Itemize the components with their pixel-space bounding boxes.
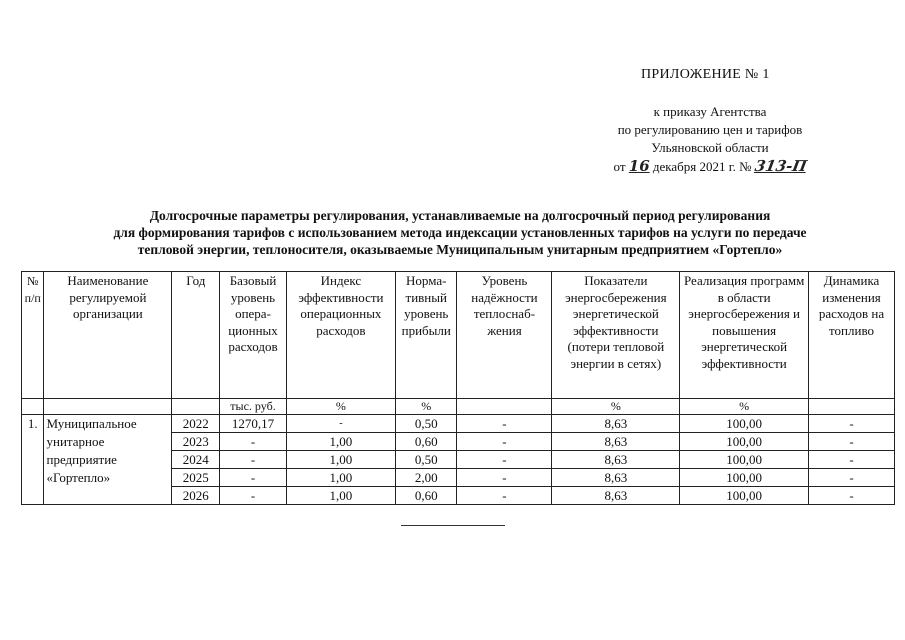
col-header-base-opex: Базовый уровень опера-ционных расходов xyxy=(220,272,286,399)
efficiency-index-cell: 1,00 xyxy=(286,451,395,469)
profit-level-cell: 2,00 xyxy=(396,469,457,487)
year-cell: 2025 xyxy=(172,469,220,487)
unit-cell: тыс. руб. xyxy=(220,399,286,415)
unit-cell xyxy=(172,399,220,415)
reliability-cell: - xyxy=(457,433,552,451)
appendix-label: ПРИЛОЖЕНИЕ № 1 xyxy=(641,67,770,82)
unit-cell xyxy=(44,399,172,415)
col-header-organization: Наименование регулируемой организации xyxy=(44,272,172,399)
year-cell: 2022 xyxy=(172,415,220,433)
table-row xyxy=(22,415,895,433)
parameters-table xyxy=(21,271,895,505)
energy-saving-cell: 8,63 xyxy=(552,433,680,451)
year-cell: 2023 xyxy=(172,433,220,451)
year-cell: 2024 xyxy=(172,451,220,469)
base-opex-cell: 1270,17 xyxy=(220,415,286,433)
handwritten-order-number: 313-П xyxy=(753,157,809,175)
program-cell: 100,00 xyxy=(680,433,809,451)
energy-saving-cell: 8,63 xyxy=(552,469,680,487)
closing-rule xyxy=(401,525,505,526)
order-date-line xyxy=(590,157,830,176)
title-line-3: тепловой энергии, теплоносителя, оказываемые Муниципальным унитарным предприятием «Гортепло» xyxy=(137,242,783,257)
order-reference xyxy=(590,103,830,176)
energy-saving-cell: 8,63 xyxy=(552,415,680,433)
efficiency-index-cell: 1,00 xyxy=(286,487,395,505)
col-header-efficiency-index: Индекс эффективности операционных расходов xyxy=(286,272,395,399)
program-cell: 100,00 xyxy=(680,469,809,487)
program-cell: 100,00 xyxy=(680,487,809,505)
unit-cell xyxy=(809,399,895,415)
col-header-year: Год xyxy=(172,272,220,399)
handwritten-day: 16 xyxy=(628,157,650,175)
profit-level-cell: 0,50 xyxy=(396,415,457,433)
reliability-cell: - xyxy=(457,469,552,487)
unit-cell: % xyxy=(552,399,680,415)
col-header-energy-saving: Показатели энергосбережения энергетической эффективности (потери тепловой энергии в сетях) xyxy=(552,272,680,399)
col-header-program: Реализация программ в области энергосбережения и повышения энергетической эффективности xyxy=(680,272,809,399)
title-line-2: для формирования тарифов с использованием метода индексации установленных тарифов на услуги по передаче xyxy=(113,225,807,240)
unit-cell: % xyxy=(286,399,395,415)
unit-cell: % xyxy=(396,399,457,415)
base-opex-cell: - xyxy=(220,451,286,469)
base-opex-cell: - xyxy=(220,469,286,487)
order-line-2: по регулированию цен и тарифов xyxy=(617,122,803,137)
program-cell: 100,00 xyxy=(680,451,809,469)
order-line-1: к приказу Агентства xyxy=(653,104,767,119)
order-line-3: Ульяновской области xyxy=(651,140,769,155)
date-rest: декабря 2021 г. № xyxy=(652,159,752,174)
fuel-dynamics-cell: - xyxy=(809,415,895,433)
program-cell: 100,00 xyxy=(680,415,809,433)
efficiency-index-cell: 1,00 xyxy=(286,469,395,487)
year-cell: 2026 xyxy=(172,487,220,505)
fuel-dynamics-cell: - xyxy=(809,433,895,451)
reliability-cell: - xyxy=(457,451,552,469)
fuel-dynamics-cell: - xyxy=(809,451,895,469)
base-opex-cell: - xyxy=(220,487,286,505)
efficiency-index-cell: 1,00 xyxy=(286,433,395,451)
base-opex-cell: - xyxy=(220,433,286,451)
col-header-fuel-dynamics: Динамика изменения расходов на топливо xyxy=(809,272,895,399)
title-line-1: Долгосрочные параметры регулирования, устанавливаемые на долгосрочный период регулирования xyxy=(149,208,771,223)
efficiency-index-cell: - xyxy=(286,415,395,433)
unit-cell xyxy=(457,399,552,415)
fuel-dynamics-cell: - xyxy=(809,469,895,487)
profit-level-cell: 0,50 xyxy=(396,451,457,469)
col-header-profit-level: Норма-тивный уровень прибыли xyxy=(396,272,457,399)
row-number: 1. xyxy=(22,415,44,505)
unit-cell xyxy=(22,399,44,415)
profit-level-cell: 0,60 xyxy=(396,433,457,451)
profit-level-cell: 0,60 xyxy=(396,487,457,505)
table-header-row xyxy=(22,272,895,399)
document-title xyxy=(60,207,860,258)
date-prefix: от xyxy=(613,159,626,174)
organization-name: Муниципальное унитарное предприятие «Гортепло» xyxy=(44,415,172,505)
reliability-cell: - xyxy=(457,487,552,505)
units-row xyxy=(22,399,895,415)
unit-cell: % xyxy=(680,399,809,415)
fuel-dynamics-cell: - xyxy=(809,487,895,505)
energy-saving-cell: 8,63 xyxy=(552,487,680,505)
reliability-cell: - xyxy=(457,415,552,433)
energy-saving-cell: 8,63 xyxy=(552,451,680,469)
col-header-reliability: Уровень надёжности теплоснаб-жения xyxy=(457,272,552,399)
col-header-number: № п/п xyxy=(22,272,44,399)
